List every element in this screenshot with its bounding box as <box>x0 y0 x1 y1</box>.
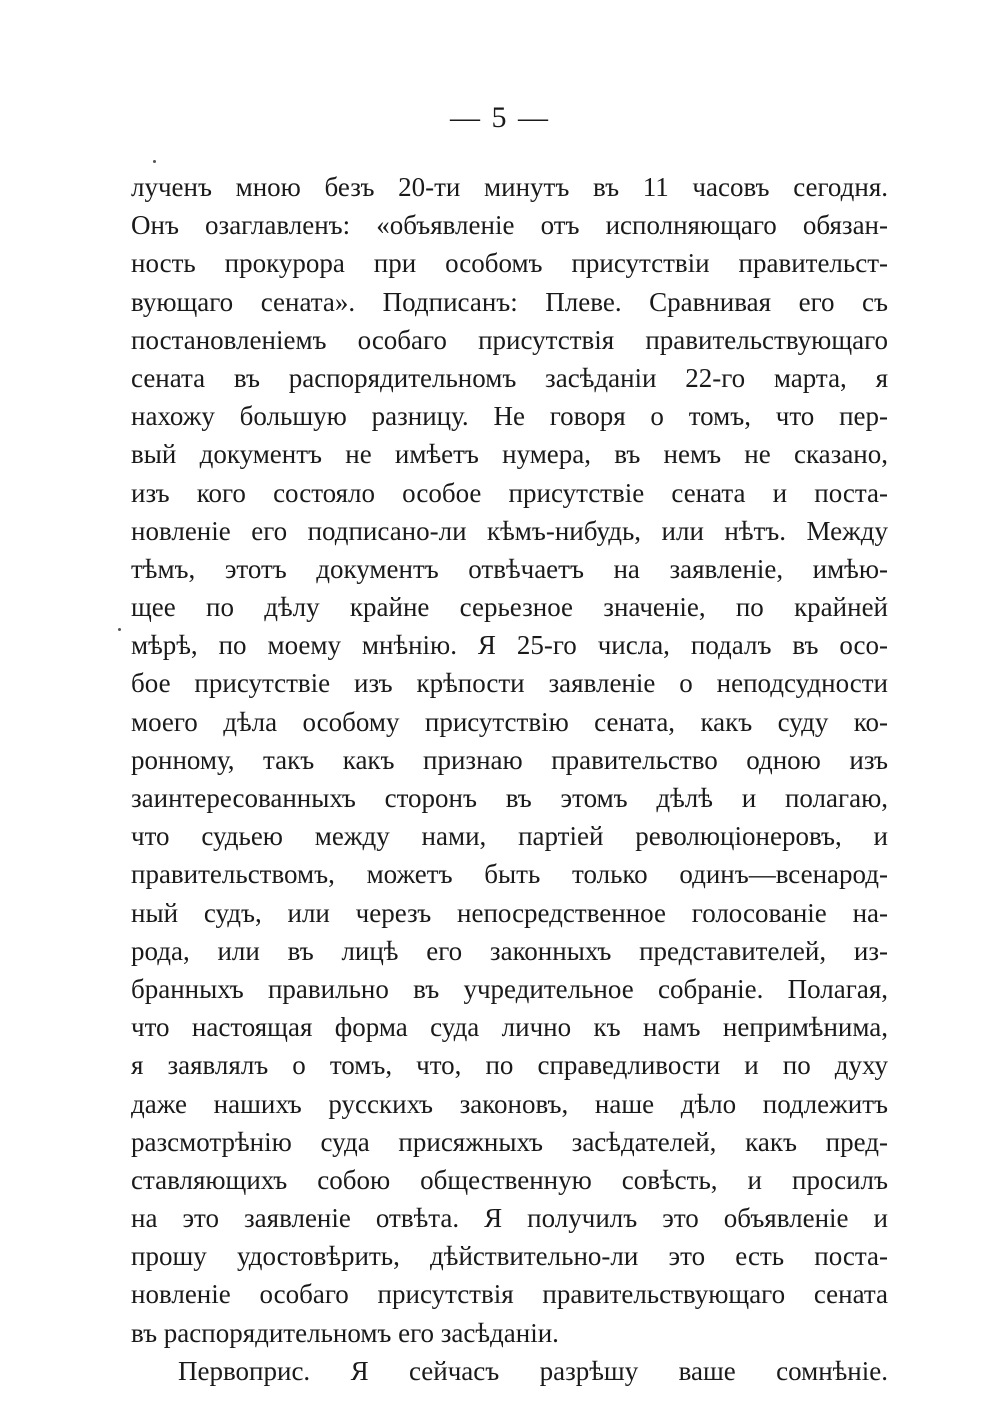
text-line: моего дѣла особому присутствію сената, какъ суду ко- <box>131 706 888 737</box>
text-line: нахожу большую разницу. Не говоря о томъ, что пер- <box>131 401 888 432</box>
text-line: щее по дѣлу крайне серьезное значеніе, по крайней <box>131 592 888 623</box>
text-line: новленіе его подписано-ли кѣмъ-нибудь, или нѣтъ. Между <box>131 515 888 546</box>
text-line: на это заявленіе отвѣта. Я получилъ это объявленіе и <box>131 1203 888 1234</box>
text-line: мѣрѣ, по моему мнѣнію. Я 25-го числа, подалъ въ осо- <box>131 630 888 661</box>
text-line: прошу удостовѣрить, дѣйствительно-ли это есть поста- <box>131 1241 888 1272</box>
text-line: бранныхъ правильно въ учредительное собраніе. Полагая, <box>131 973 888 1004</box>
text-line: что настоящая форма суда лично къ намъ непримѣнима, <box>131 1012 888 1043</box>
text-line: рода, или въ лицѣ его законныхъ представителей, из- <box>131 935 888 966</box>
text-line: Онъ озаглавленъ: «объявленіе отъ исполняющаго обязан- <box>131 210 888 241</box>
text-line: бое присутствіе изъ крѣпости заявленіе о неподсудности <box>131 668 888 699</box>
page-number: — 5 — <box>450 101 550 134</box>
text-line: тѣмъ, этотъ документъ отвѣчаетъ на заявленіе, имѣю- <box>131 553 888 584</box>
text-line: заинтересованныхъ сторонъ въ этомъ дѣлѣ и полагаю, <box>131 783 888 813</box>
print-speck <box>153 160 156 163</box>
text-line: разсмотрѣнію суда присяжныхъ засѣдателей, какъ пред- <box>131 1126 888 1157</box>
text-line: въ распорядительномъ его засѣданіи. <box>131 1317 559 1348</box>
text-line: ность прокурора при особомъ присутствіи правительст- <box>131 248 888 279</box>
body-text <box>131 168 888 1390</box>
speaker-line: Первоприс. Я сейчасъ разрѣшу ваше сомнѣніе. <box>178 1355 888 1386</box>
text-line: вующаго сената». Подписанъ: Плеве. Сравнивая его съ <box>131 286 888 317</box>
text-line: вый документъ не имѣетъ нумера, въ немъ не сказано, <box>131 439 888 470</box>
text-line: что судьею между нами, партіей революціонеровъ, и <box>131 821 888 852</box>
print-speck <box>118 628 121 631</box>
text-line: изъ кого состояло особое присутствіе сената и поста- <box>131 477 888 508</box>
text-line: сената въ распорядительномъ засѣданіи 22-го марта, я <box>131 362 888 393</box>
text-line: ронному, такъ какъ признаю правительство одною изъ <box>131 744 888 775</box>
text-line: ный судъ, или черезъ непосредственное голосованіе на- <box>131 897 888 928</box>
text-line: постановленіемъ особаго присутствія правительствующаго <box>131 324 888 355</box>
text-line: правительствомъ, можетъ быть только одинъ—всенарод- <box>131 859 888 890</box>
text-line: новленіе особаго присутствія правительствующаго сената <box>131 1279 888 1310</box>
text-line: ставляющихъ собою общественную совѣсть, и просилъ <box>131 1164 888 1195</box>
text-line: лученъ мною безъ 20-ти минутъ въ 11 часовъ сегодня. <box>131 172 888 202</box>
text-line: даже нашихъ русскихъ законовъ, наше дѣло подлежитъ <box>131 1088 888 1119</box>
text-line: я заявлялъ о томъ, что, по справедливости и по духу <box>131 1050 888 1081</box>
